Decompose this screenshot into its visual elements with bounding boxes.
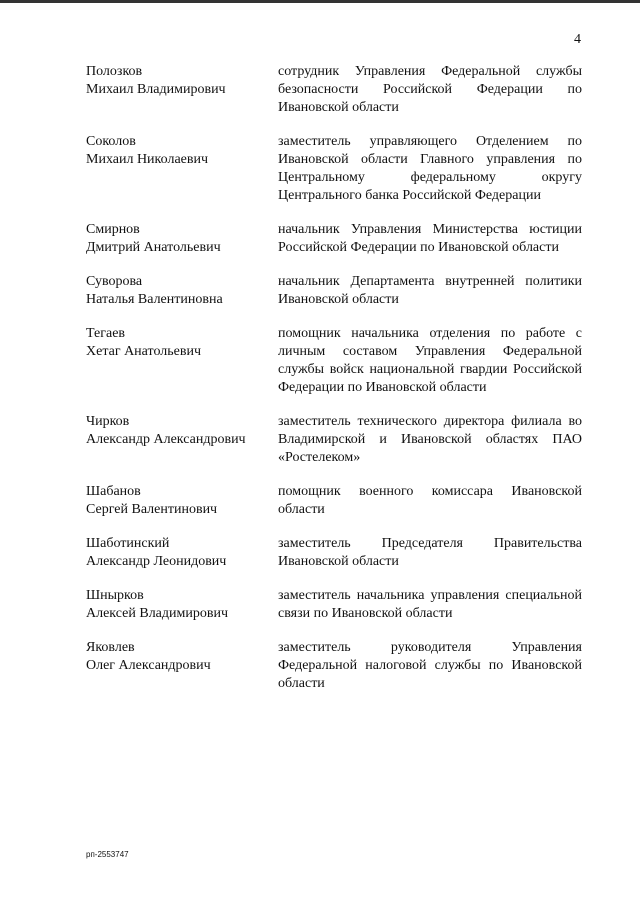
- person-name: [86, 133, 278, 205]
- person-name: [86, 413, 278, 467]
- given-names: Олег Александрович: [86, 658, 211, 673]
- given-names: Михаил Николаевич: [86, 152, 209, 167]
- position-description: начальник Управления Министерства юстиции Российской Федерации по Ивановской области: [278, 222, 582, 255]
- list-item: [86, 273, 586, 309]
- given-names: Александр Александрович: [86, 432, 246, 447]
- position-description: заместитель технического директора филиала во Владимирской и Ивановской областях ПАО «Ростелеком»: [278, 414, 582, 465]
- given-names: Хетаг Анатольевич: [86, 344, 202, 359]
- position-description: заместитель начальника управления специальной связи по Ивановской области: [278, 588, 582, 621]
- list-item: [86, 639, 586, 693]
- person-name: [86, 221, 278, 257]
- position-description: заместитель управляющего Отделением по Ивановской области Главного управления по Центральному федеральному округу Центрального банка Российской Федерации: [278, 134, 582, 203]
- position-description: помощник военного комиссара Ивановской области: [278, 484, 582, 517]
- given-names: Алексей Владимирович: [86, 606, 229, 621]
- person-name: [86, 325, 278, 397]
- person-name: [86, 639, 278, 693]
- given-names: Наталья Валентиновна: [86, 292, 223, 307]
- person-name: [86, 273, 278, 309]
- position-description: сотрудник Управления Федеральной службы безопасности Российской Федерации по Ивановской области: [278, 64, 582, 115]
- person-name: [86, 483, 278, 519]
- list-item: [86, 325, 586, 397]
- surname: Шабанов: [86, 484, 141, 499]
- top-rule: [0, 0, 640, 3]
- surname: Соколов: [86, 134, 136, 149]
- position-description: заместитель Председателя Правительства Ивановской области: [278, 536, 582, 569]
- surname: Смирнов: [86, 222, 140, 237]
- position-description: начальник Департамента внутренней политики Ивановской области: [278, 274, 582, 307]
- given-names: Александр Леонидович: [86, 554, 227, 569]
- surname: Суворова: [86, 274, 143, 289]
- list-item: [86, 221, 586, 257]
- surname: Чирков: [86, 414, 130, 429]
- document-code: рп-2553747: [86, 850, 129, 859]
- surname: Тегаев: [86, 326, 126, 341]
- person-name: [86, 63, 278, 117]
- list-item: [86, 535, 586, 571]
- surname: Полозков: [86, 64, 143, 79]
- list-item: [86, 413, 586, 467]
- person-name: [86, 587, 278, 623]
- position-description: заместитель руководителя Управления Федеральной налоговой службы по Ивановской области: [278, 640, 582, 691]
- list-item: [86, 483, 586, 519]
- list-item: [86, 587, 586, 623]
- given-names: Сергей Валентинович: [86, 502, 218, 517]
- member-list: [86, 63, 586, 693]
- surname: Шаботинский: [86, 536, 170, 551]
- list-item: [86, 63, 586, 117]
- given-names: Михаил Владимирович: [86, 82, 226, 97]
- page-number: 4: [574, 32, 581, 47]
- position-description: помощник начальника отделения по работе с личным составом Управления Федеральной службы войск национальной гвардии Российской Федерации по Ивановской области: [278, 326, 582, 395]
- person-name: [86, 535, 278, 571]
- surname: Шнырков: [86, 588, 144, 603]
- list-item: [86, 133, 586, 205]
- surname: Яковлев: [86, 640, 135, 655]
- given-names: Дмитрий Анатольевич: [86, 240, 221, 255]
